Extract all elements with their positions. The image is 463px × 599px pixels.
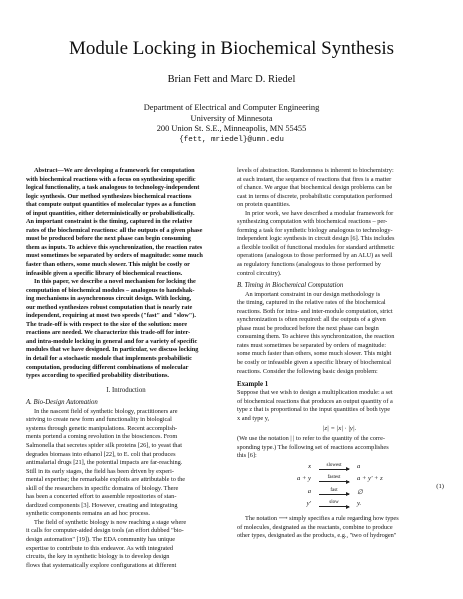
text-line: independent, requiring at most two speeds ("fast" and "slow"). <box>26 312 196 320</box>
abstract-paragraph-2 <box>26 278 226 381</box>
after-equation-body <box>237 435 442 461</box>
text-line: Abstract—We are developing a framework for computation <box>34 167 195 174</box>
text-line: skill of the researchers in specific domains of biology. There <box>26 484 179 492</box>
text-line: infeasible given a specific library of biochemical reactions. <box>26 269 183 277</box>
text-line: Suppose that we wish to design a multiplication module: a set <box>237 389 393 397</box>
text-line: systems through genetic manipulations. Recent accomplish- <box>26 424 178 432</box>
abstract-paragraph <box>26 167 226 278</box>
reaction-reactants: x <box>308 462 311 470</box>
text-line: Still in its early stages, the field has been driven by experi- <box>26 467 174 475</box>
subsection-heading-timing: B. Timing in Biochemical Computation <box>237 282 344 290</box>
text-line: at each instant, the sequence of reactions that fires is a matter <box>237 175 392 183</box>
text-line: logic synthesis. Our method synthesizes biochemical reactions <box>26 192 192 200</box>
arrow-icon <box>319 506 349 510</box>
reaction-rate-label: fast <box>330 487 338 493</box>
affiliation-department: Department of Electrical and Computer Engineering <box>143 103 320 112</box>
text-line: of input quantities, either deterministically or probabilistically. <box>26 209 195 217</box>
reaction-arrow <box>319 488 349 498</box>
reaction-rate-label: slow <box>329 500 339 506</box>
text-line: synchronization is often required: all the outputs of a given <box>237 316 386 324</box>
reaction-products: a + y' + z <box>357 475 383 483</box>
text-line: synthetic components remains an ad hoc process. <box>26 510 150 518</box>
affiliation-university: University of Minnesota <box>190 113 273 123</box>
text-line: degrades biomass into ethanol [22], to E. coli that produces <box>26 450 176 458</box>
text-line: control circuitry). <box>237 269 282 277</box>
body-paragraph-prior-work <box>237 210 442 278</box>
text-line: In prior work, we have described a modular framework for <box>245 209 394 217</box>
text-line: sponding type.) The following set of reactions accomplishes <box>237 443 389 451</box>
text-line: design automation" [19]). The EDA community has unique <box>26 535 176 543</box>
reaction-products: a <box>357 462 361 470</box>
reaction-row <box>273 475 403 487</box>
text-line: operations (analogous to those performed by an ALU) as well <box>237 252 393 260</box>
text-line: type z that is proportional to the input quantities of both type <box>237 406 391 414</box>
example-body <box>237 389 442 423</box>
arrow-icon <box>319 481 349 485</box>
text-line: reactions. Consider the following basic design problem: <box>237 367 378 375</box>
closing-body <box>237 515 442 541</box>
text-line: synthesizing computation with biochemical reactions – per- <box>237 218 388 226</box>
text-line: rates must sometimes be separated by orders of magnitude: <box>237 341 386 349</box>
text-line: mental expertise; the remarkable exploits are attributable to the <box>26 476 186 484</box>
text-line: must be produced before the next phase can begin consuming <box>26 235 191 243</box>
arrow-icon <box>319 494 349 498</box>
text-line: expertise to contribute to this endeavor. As with integrated <box>26 544 174 552</box>
left-column <box>26 167 226 570</box>
text-line: flows that systematically explore configurations at different <box>26 561 177 569</box>
section-heading-introduction: I. Introduction <box>106 386 146 394</box>
text-line: dardized components [3]. However, creating and integrating <box>26 501 178 509</box>
text-line: reactions. Both for intra- and inter-module computation, strict <box>237 307 393 315</box>
text-line: of chance. We argue that biochemical design problems can be <box>237 184 393 192</box>
text-line: on protein quantities. <box>237 201 291 209</box>
text-line: other types, designated as the products, e.g., "two of hydrogen" <box>237 532 397 540</box>
text-line: must sometimes be separated by orders of magnitude: some much <box>26 252 203 260</box>
text-line: phase must be produced before the next phase can begin <box>237 324 379 332</box>
reaction-reactants: a + y <box>297 475 311 483</box>
text-line: forming a task for synthetic biology analogous to technology- <box>237 226 393 234</box>
introduction-body <box>26 408 226 570</box>
text-line: has been a concerted effort to assemble repositories of stan- <box>26 493 177 501</box>
arrow-icon <box>319 469 349 473</box>
text-line: striving to create new form and functionality in biological <box>26 416 172 424</box>
affiliation-block <box>0 103 463 145</box>
text-line: in detail for a stochastic module that implements probabilistic <box>26 355 192 363</box>
affiliation-email: {fett, mriedel}@umn.edu <box>179 135 284 144</box>
text-line: a flexible toolkit of functional modules for standard arithmetic <box>237 243 395 251</box>
reaction-set <box>237 463 442 515</box>
reaction-reactants: y' <box>306 500 311 508</box>
text-line: this [6]: <box>237 452 257 460</box>
text-line: In the nascent field of synthetic biology, practitioners are <box>34 407 178 415</box>
text-line: it calls for computer-aided design tools (an effort dubbed "bio- <box>26 527 184 535</box>
text-line: of molecules, designated as the reactants, combine to produce <box>237 523 393 531</box>
text-line: ing mechanisms in asynchronous circuit design. With locking, <box>26 295 192 303</box>
reaction-row <box>273 488 403 500</box>
reaction-reactants: a <box>307 487 311 495</box>
reaction-products: y. <box>357 500 362 508</box>
timing-body <box>237 291 442 376</box>
text-line: with biochemical reactions with a focus on synthesizing specific <box>26 175 196 183</box>
text-line: the timing, captured in the relative rates of the biochemical <box>237 299 386 307</box>
text-line: types according to specified probability distributions. <box>26 372 169 380</box>
text-line: faster than others, some much slower. This might be costly or <box>26 261 190 269</box>
reaction-arrow <box>319 475 349 485</box>
text-line: reactions are needed. We characterize this trade-off for inter- <box>26 329 191 337</box>
right-column <box>237 167 442 541</box>
text-line: In this paper, we describe a novel mechanism for locking the <box>34 278 196 286</box>
text-line: that compute output quantities of molecular types as a function <box>26 201 196 209</box>
equation-multiplication: |z| = |x| · |y|. <box>322 425 357 433</box>
reaction-rate-label: slowest <box>326 462 342 468</box>
equation-number: (1) <box>436 482 444 490</box>
reaction-products: ∅ <box>357 488 363 496</box>
text-line: modules that we have designed. In particular, we discuss locking <box>26 346 199 354</box>
affiliation-address: 200 Union St. S.E., Minneapolis, MN 55455 <box>156 124 307 133</box>
text-line: circuits, the key in synthetic biology is to develop design <box>26 553 170 561</box>
text-line: computation of biochemical modules – analogous to handshak- <box>26 286 195 294</box>
text-line: some much faster than others, some much slower. This might <box>237 350 392 358</box>
reaction-arrow <box>319 500 349 510</box>
text-line: our method synthesizes robust computation that is nearly rate <box>26 303 193 311</box>
body-paragraph <box>237 167 442 210</box>
text-line: An important constraint in our design methodology is <box>245 290 381 298</box>
text-line: as regulatory functions (analogous to those performed by <box>237 261 381 269</box>
text-line: An important constraint is the timing, captured in the relative <box>26 218 193 226</box>
text-line: be costly or infeasible given a specific library of biochemical <box>237 359 392 367</box>
text-line: of biochemical reactions that produces an output quantity of a <box>237 397 393 405</box>
text-line: computation, producing different combinations of molecular <box>26 363 189 371</box>
text-line: cast in terms of discrete, probabilistic computation performed <box>237 192 393 200</box>
text-line: consuming them. To achieve this synchronization, the reaction <box>237 333 395 341</box>
text-line: Salmonella that secretes spider silk proteins [26], to yeast that <box>26 441 182 449</box>
text-line: levels of abstraction. Randomness is inherent to biochemistry: <box>237 167 394 174</box>
text-line: antimalarial drugs [21], the potential impacts are far-reaching. <box>26 459 183 467</box>
text-line: them as inputs. To achieve this synchronization, the reaction rates <box>26 243 203 251</box>
paper-title: Module Locking in Biochemical Synthesis <box>68 38 395 59</box>
example-heading: Example 1 <box>237 381 269 389</box>
text-line: independent logic synthesis in circuit design [6]. This includes <box>237 235 395 243</box>
text-line: (We use the notation | | to refer to the quantity of the corre- <box>237 435 386 443</box>
subsection-heading-bio-design: A. Bio-Design Automation <box>26 399 98 407</box>
text-line: logical functionality, a task analogous to technology-independent <box>26 184 200 192</box>
reaction-row <box>273 500 403 512</box>
text-line: The trade-off is with respect to the size of the solution: more <box>26 320 188 328</box>
text-line: The notation ⟶ simply specifies a rule regarding how types <box>245 514 399 522</box>
text-line: and intra-module locking in general and for a variety of specific <box>26 337 198 345</box>
paper-authors: Brian Fett and Marc D. Riedel <box>167 74 296 85</box>
reaction-rate-label: fastest <box>327 475 341 481</box>
text-line: x and type y, <box>237 414 270 422</box>
reaction-row <box>273 463 403 475</box>
reaction-arrow <box>319 463 349 473</box>
text-line: ments portend a coming revolution in the biosciences. From <box>26 433 178 441</box>
text-line: rates of the biochemical reactions: all the outputs of a given phase <box>26 226 203 234</box>
text-line: The field of synthetic biology is now reaching a stage where <box>34 518 187 526</box>
